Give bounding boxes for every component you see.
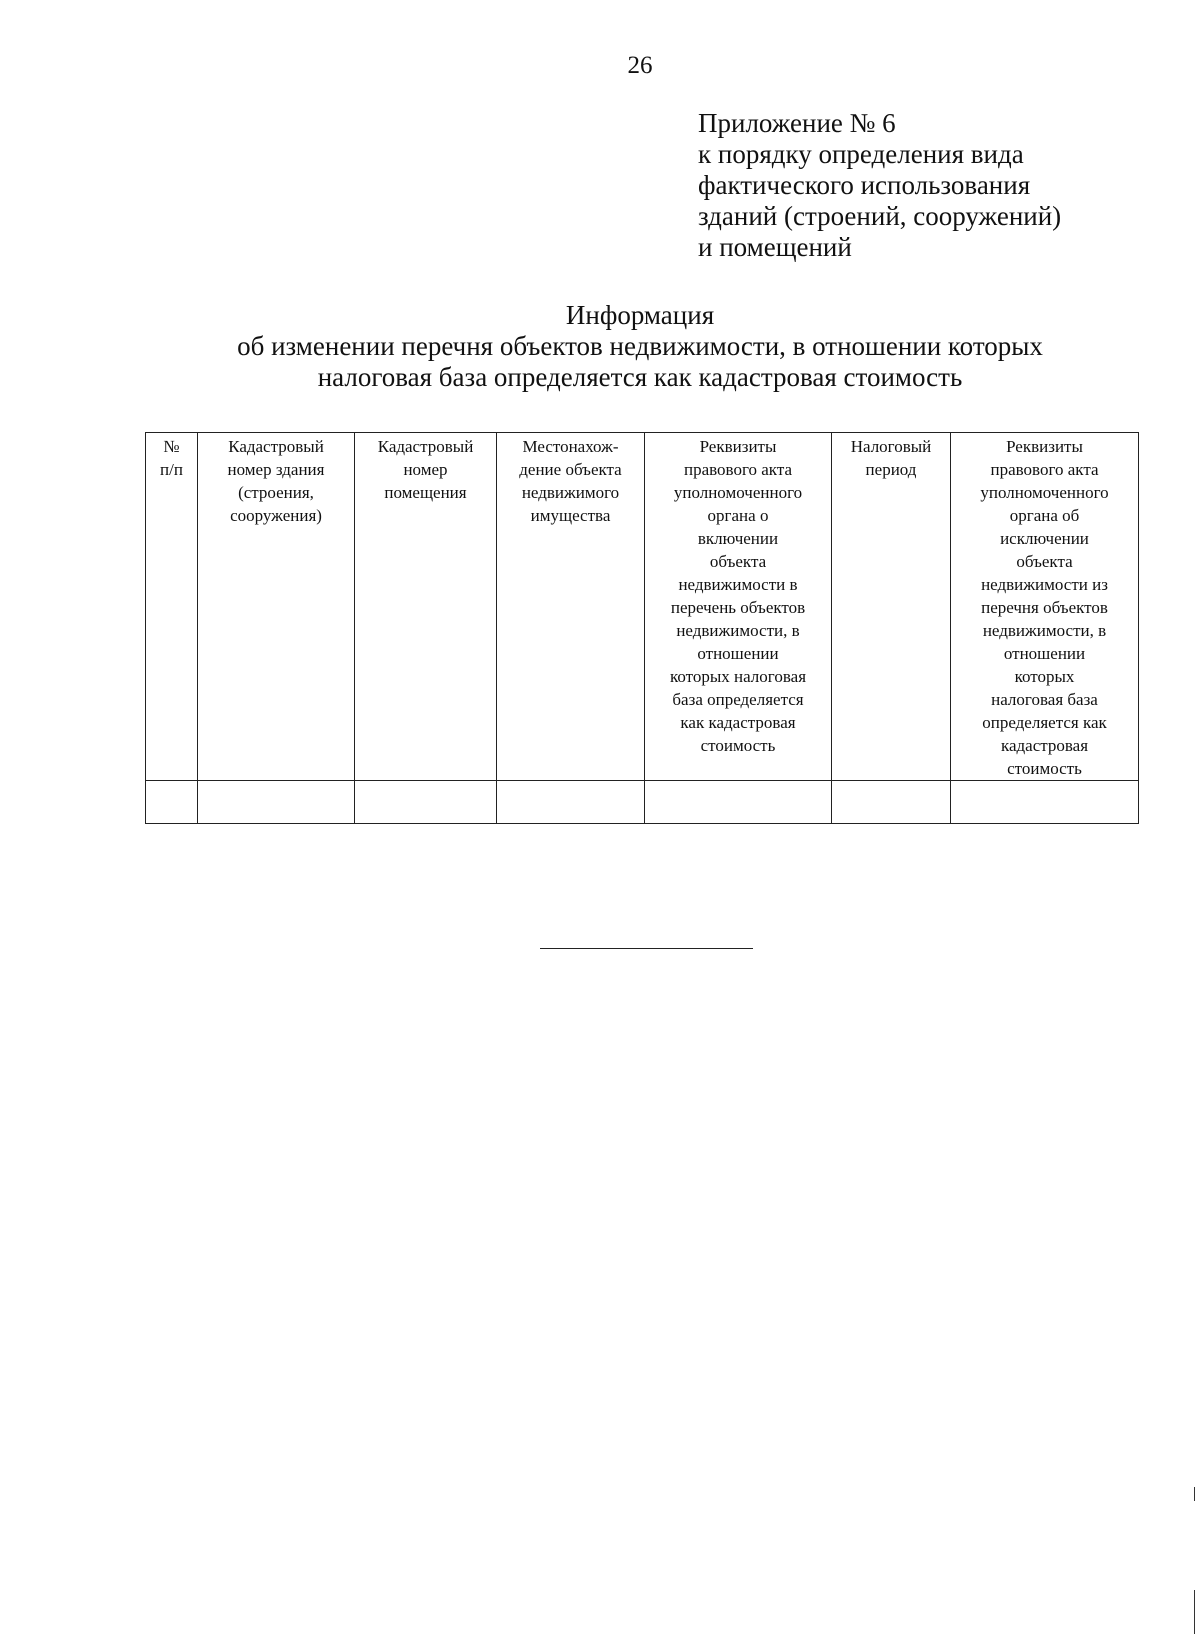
title-line: об изменении перечня объектов недвижимости, в отношении которых — [237, 331, 1043, 361]
column-header-line: Кадастровый — [377, 437, 474, 456]
title-heading: Информация — [565, 300, 715, 330]
appendix-block — [698, 108, 1061, 263]
column-header-line: (строения, — [238, 483, 314, 502]
column-header-line: кадастровая — [1000, 736, 1089, 755]
page-number: 26 — [627, 52, 653, 79]
column-header-line: дение объекта — [519, 460, 622, 479]
column-header-line: № — [163, 437, 180, 456]
column-header-line: Реквизиты — [1006, 437, 1083, 456]
table-row — [146, 781, 1139, 824]
column-header-line: период — [865, 460, 917, 479]
column-header — [146, 433, 198, 781]
column-header-line: сооружения) — [230, 506, 322, 525]
column-header-line: органа об — [1009, 506, 1080, 525]
column-header-line: п/п — [160, 460, 183, 479]
column-header-line: Кадастровый — [228, 437, 324, 456]
table-cell — [198, 781, 355, 824]
column-header-line: правового акта — [683, 460, 793, 479]
table-cell — [951, 781, 1139, 824]
appendix-line: и помещений — [698, 232, 852, 262]
column-header-line: правового акта — [990, 460, 1099, 479]
column-header-line: исключении — [1000, 529, 1089, 548]
table-cell — [645, 781, 832, 824]
column-header-line: уполномоченного — [980, 483, 1109, 502]
column-header-line: Реквизиты — [699, 437, 777, 456]
column-header-line: органа о — [707, 506, 769, 525]
table-cell — [832, 781, 951, 824]
column-header-line: перечень объектов — [670, 598, 806, 617]
column-header-line: база определяется — [672, 690, 804, 709]
column-header — [951, 433, 1139, 781]
table-header-row — [146, 433, 1139, 781]
column-header-line: которых — [1014, 667, 1075, 686]
column-header-line: включении — [697, 529, 779, 548]
column-header-line: недвижимости, в — [676, 621, 800, 640]
column-header-line: недвижимого — [521, 483, 620, 502]
title-line: налоговая база определяется как кадастровая стоимость — [317, 362, 963, 392]
document-title — [0, 300, 1200, 393]
table-cell — [146, 781, 198, 824]
column-header-line: помещения — [384, 483, 467, 502]
column-header-line: отношении — [1003, 644, 1086, 663]
column-header-line: перечня объектов — [981, 598, 1108, 617]
scan-mark — [1194, 1590, 1195, 1634]
column-header-line: Налоговый — [850, 437, 932, 456]
column-header-line: стоимость — [700, 736, 776, 755]
column-header-line: стоимость — [1007, 759, 1082, 778]
column-header-line: недвижимости из — [981, 575, 1108, 594]
column-header-line: объекта — [1016, 552, 1073, 571]
appendix-line: зданий (строений, сооружений) — [698, 201, 1062, 231]
scan-mark — [1194, 1487, 1195, 1501]
table-cell — [497, 781, 645, 824]
column-header-line: Местонахож- — [522, 437, 619, 456]
column-header-line: недвижимости в — [678, 575, 798, 594]
appendix-line: фактического использования — [698, 170, 1031, 200]
column-header-line: налоговая база — [991, 690, 1098, 709]
column-header-line: определяется как — [982, 713, 1107, 732]
column-header — [198, 433, 355, 781]
column-header-line: объекта — [709, 552, 767, 571]
column-header-line: отношении — [697, 644, 779, 663]
column-header-line: номер — [403, 460, 448, 479]
column-header — [497, 433, 645, 781]
column-header-line: как кадастровая — [680, 713, 796, 732]
appendix-line: к порядку определения вида — [698, 139, 1024, 169]
appendix-line: Приложение № 6 — [698, 108, 896, 138]
column-header-line: номер здания — [227, 460, 325, 479]
column-header-line: недвижимости, в — [982, 621, 1107, 640]
column-header — [832, 433, 951, 781]
column-header-line: которых налоговая — [669, 667, 807, 686]
column-header — [645, 433, 832, 781]
column-header-line: уполномоченного — [673, 483, 803, 502]
info-table — [145, 432, 1139, 824]
table-cell — [355, 781, 497, 824]
bottom-divider — [540, 948, 753, 949]
column-header-line: имущества — [530, 506, 611, 525]
column-header — [355, 433, 497, 781]
